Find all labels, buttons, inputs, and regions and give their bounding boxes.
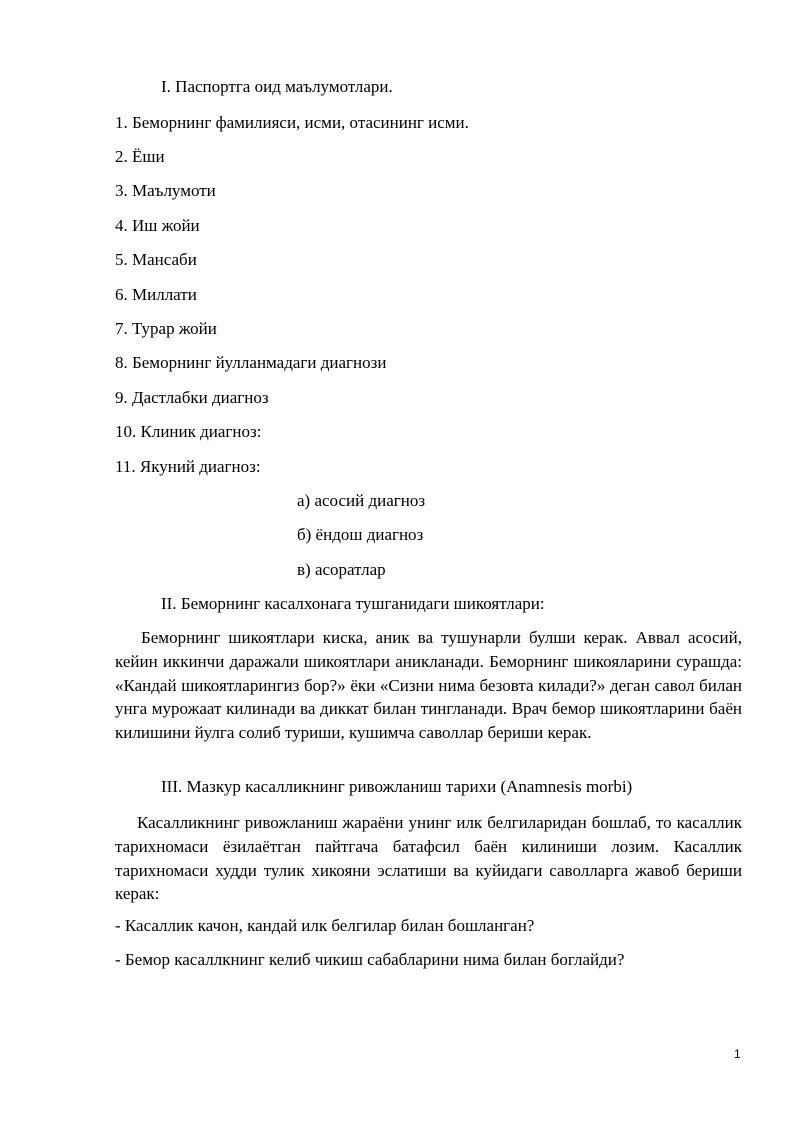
list-item-3: 3. Маълумоти [115,181,216,200]
list-item-2: 2. Ёши [115,147,165,166]
section-1-heading: I. Паспортга оид маълумотлари. [161,77,393,96]
question-2: - Бемор касаллкнинг келиб чикиш сабабларини нима билан боглайди? [115,950,625,969]
section-2-paragraph: Беморнинг шикоятлари киска, аник ва тушунарли булши керак. Аввал асосий, кейин иккинчи даражали шикоятлари аникланади. Беморнинг шикояларини сурашда: «Кандай шикоятларингиз бор?» ёки «Сизни нима безовта килади?» деган савол билан унга мурожаат килинади ва диккат билан тингланади. Врач бемор шикоятларини баён килишини йулга солиб туриши, кушимча саволлар бериши керак. [115,628,742,743]
question-1: - Касаллик качон, кандай илк белгилар билан бошланган? [115,916,535,935]
list-item-1: 1. Беморнинг фамилияси, исми, отасининг исми. [115,113,469,132]
section-2-heading: II. Беморнинг касалхонага тушганидаги шикоятлари: [161,594,545,613]
list-item-8: 8. Беморнинг йулланмадаги диагнози [115,353,387,372]
section-3-paragraph: Касалликнинг ривожланиш жараёни унинг илк белгиларидан бошлаб, то касаллик тарихномаси ёзилаётган пайтгача батафсил баён килиниши лозим. Касаллик тарихномаси худди тулик хикояни эслатиши ва куйидаги саволларга жавоб бериши керак: [115,813,742,904]
page-number: 1 [734,1047,741,1061]
list-item-9: 9. Дастлабки диагноз [115,388,269,407]
list-item-11: 11. Якуний диагноз: [115,457,261,476]
sub-item-c: в) асоратлар [297,560,386,579]
list-item-10: 10. Клиник диагноз: [115,422,262,441]
list-item-4: 4. Иш жойи [115,216,200,235]
list-item-6: 6. Миллати [115,285,197,304]
list-item-5: 5. Мансаби [115,250,197,269]
section-3-heading: III. Мазкур касалликнинг ривожланиш тарихи (Anamnesis morbi) [161,777,633,796]
sub-item-b: б) ёндош диагноз [297,525,424,544]
list-item-7: 7. Турар жойи [115,319,217,338]
sub-item-a: а) асосий диагноз [297,491,426,510]
